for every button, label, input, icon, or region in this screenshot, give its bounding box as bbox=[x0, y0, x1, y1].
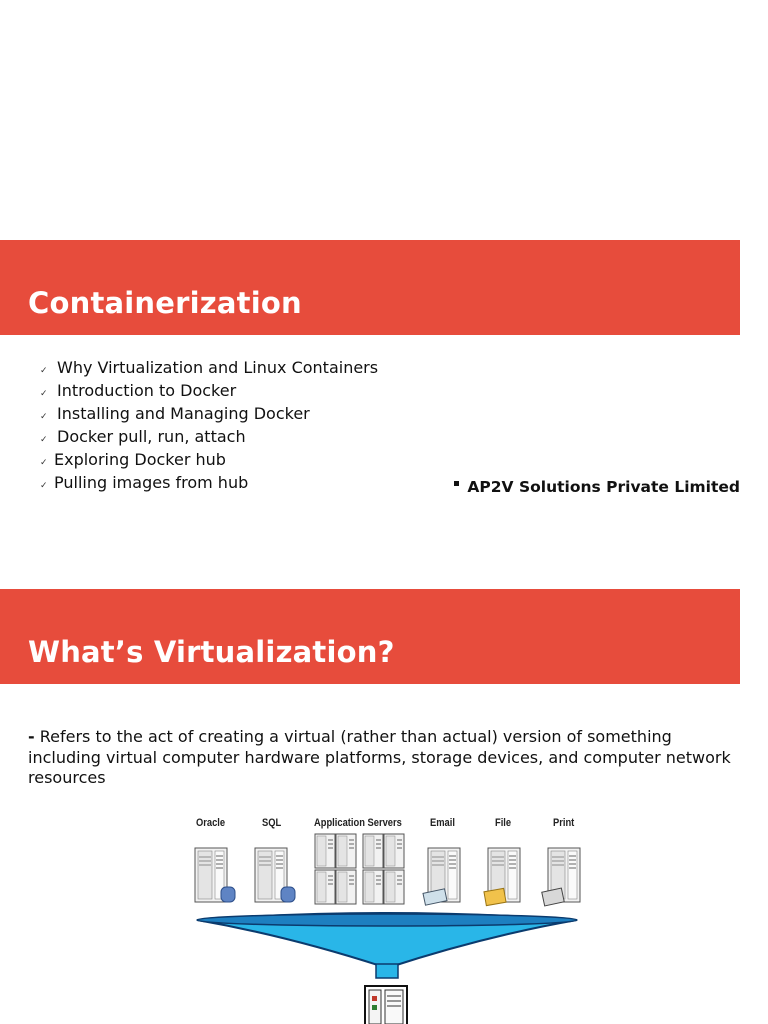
list-item: ✓ Pulling images from hub bbox=[40, 473, 378, 496]
file-server-icon bbox=[484, 848, 520, 906]
diagram-graphics bbox=[185, 810, 595, 1024]
company-name: AP2V Solutions Private Limited bbox=[454, 478, 740, 496]
sql-server-icon bbox=[255, 848, 295, 902]
list-item: ✓ Docker pull, run, attach bbox=[40, 427, 378, 450]
virtualization-diagram bbox=[185, 810, 595, 1024]
funnel-icon bbox=[197, 913, 577, 978]
email-server-icon bbox=[423, 848, 460, 905]
list-item: ✓ Installing and Managing Docker bbox=[40, 404, 378, 427]
slide-title: What’s Virtualization? bbox=[28, 635, 395, 669]
check-icon: ✓ bbox=[40, 481, 48, 491]
check-icon: ✓ bbox=[40, 458, 48, 468]
label-sql: SQL bbox=[262, 817, 282, 829]
print-server-icon bbox=[542, 848, 580, 906]
host-server-icon bbox=[365, 986, 407, 1024]
list-item: ✓ Exploring Docker hub bbox=[40, 450, 378, 473]
virtualization-description: - Refers to the act of creating a virtual (rather than actual) version of something including virtual computer hardware platforms, storage devices, and computer network resources bbox=[28, 727, 731, 787]
check-icon: ✓ bbox=[40, 435, 48, 445]
label-email: Email bbox=[430, 817, 455, 829]
label-print: Print bbox=[553, 817, 575, 829]
title-banner-containerization bbox=[0, 240, 740, 335]
check-icon: ✓ bbox=[40, 412, 48, 422]
oracle-server-icon bbox=[195, 848, 235, 902]
list-item: ✓ Why Virtualization and Linux Containers bbox=[40, 358, 378, 381]
label-file: File bbox=[495, 817, 512, 829]
square-bullet-icon bbox=[454, 481, 459, 486]
check-icon: ✓ bbox=[40, 366, 48, 376]
label-application-servers: Application Servers bbox=[314, 817, 402, 829]
application-servers-icon bbox=[315, 834, 404, 904]
slide-title: Containerization bbox=[28, 286, 302, 320]
title-banner-virtualization bbox=[0, 589, 740, 684]
check-icon: ✓ bbox=[40, 389, 48, 399]
list-item: ✓ Introduction to Docker bbox=[40, 381, 378, 404]
label-oracle: Oracle bbox=[196, 817, 226, 829]
topic-list bbox=[40, 358, 378, 496]
